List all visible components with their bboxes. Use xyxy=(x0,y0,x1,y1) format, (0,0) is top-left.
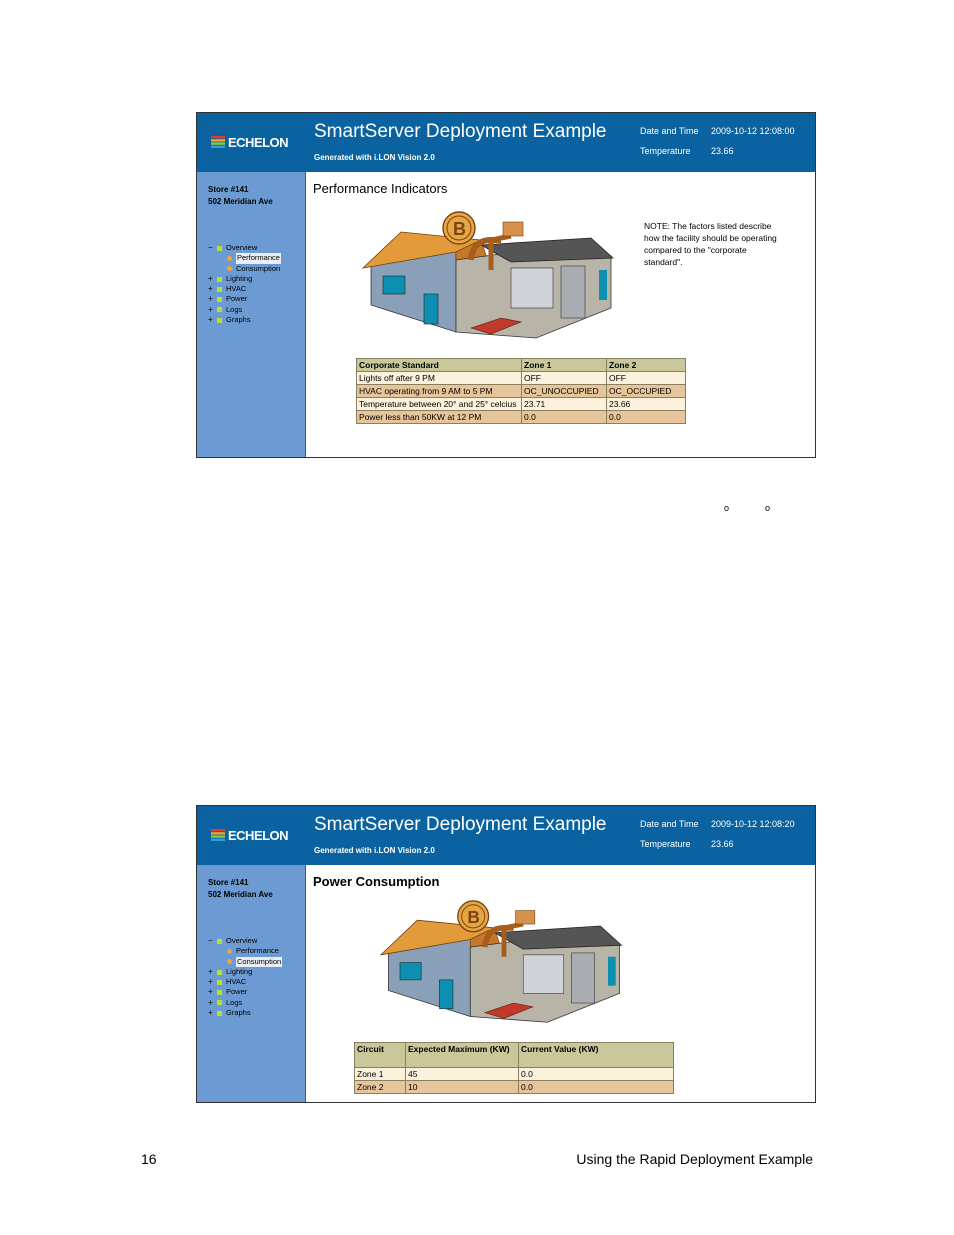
tree-leaf-icon xyxy=(217,277,222,282)
expand-icon[interactable]: + xyxy=(208,284,213,294)
table-cell: 10 xyxy=(406,1081,519,1094)
expand-icon[interactable]: + xyxy=(208,304,213,314)
tree-item-logs[interactable]: + Logs xyxy=(208,997,243,1007)
expand-icon[interactable]: + xyxy=(208,977,213,987)
logo-text: ECHELON xyxy=(228,827,289,843)
table-cell: 23.71 xyxy=(522,398,607,411)
tree-item-performance[interactable]: Performance xyxy=(208,253,281,263)
table-row xyxy=(355,1068,674,1081)
nav-tree xyxy=(208,936,282,1018)
tree-leaf-icon xyxy=(217,246,222,251)
table-cell: Temperature between 20° and 25° celcius xyxy=(357,398,522,411)
table-cell: Zone 2 xyxy=(355,1081,406,1094)
building-illustration-icon xyxy=(374,899,634,1029)
tree-item-graphs[interactable]: + Graphs xyxy=(208,1008,251,1018)
store-info xyxy=(208,184,273,208)
note-text: NOTE: The factors listed describe how the facility should be operating compared to the "corporate standard". xyxy=(644,221,777,267)
tree-item-graphs[interactable]: + Graphs xyxy=(208,315,251,325)
table-cell: 0.0 xyxy=(519,1081,674,1094)
table-header-row xyxy=(357,359,686,372)
echelon-logo-icon xyxy=(211,829,225,841)
expand-icon[interactable]: + xyxy=(208,966,213,976)
expand-icon[interactable]: + xyxy=(208,987,213,997)
content-area xyxy=(306,172,815,457)
app-header xyxy=(197,806,815,865)
tree-leaf-icon xyxy=(217,297,222,302)
table-row xyxy=(357,398,686,411)
table-cell: Zone 1 xyxy=(355,1068,406,1081)
store-name: Store #141 xyxy=(208,185,249,194)
temperature-label: Temperature xyxy=(640,146,691,156)
tree-leaf-icon xyxy=(217,287,222,292)
date-time-label: Date and Time xyxy=(640,819,699,829)
store-address: 502 Meridian Ave xyxy=(208,197,273,206)
page-number: 16 xyxy=(141,1151,157,1167)
tree-item-performance[interactable]: Performance xyxy=(208,946,282,956)
collapse-icon[interactable]: − xyxy=(208,936,213,945)
store-address: 502 Meridian Ave xyxy=(208,890,273,899)
sidebar xyxy=(197,172,306,457)
tree-leaf-icon xyxy=(217,970,222,975)
echelon-logo xyxy=(211,133,291,151)
tree-item-power[interactable]: + Power xyxy=(208,294,248,304)
temperature-value: 23.66 xyxy=(711,839,734,849)
consumption-table xyxy=(354,1042,674,1094)
expand-icon[interactable]: + xyxy=(208,294,213,304)
app-subtitle: Generated with i.LON Vision 2.0 xyxy=(314,153,435,162)
degree-mark: o xyxy=(765,503,771,513)
tree-item-overview[interactable]: − Overview xyxy=(208,936,258,945)
tree-item-lighting[interactable]: + Lighting xyxy=(208,273,253,283)
tree-leaf-icon xyxy=(217,939,222,944)
tree-item-lighting[interactable]: + Lighting xyxy=(208,966,253,976)
nav-tree xyxy=(208,243,281,325)
tree-item-hvac[interactable]: + HVAC xyxy=(208,977,247,987)
tree-leaf-icon xyxy=(217,318,222,323)
app-title: SmartServer Deployment Example xyxy=(314,814,607,835)
temperature-value: 23.66 xyxy=(711,146,734,156)
tree-leaf-icon xyxy=(217,1011,222,1016)
app-header xyxy=(197,113,815,172)
store-info xyxy=(208,877,273,901)
column-header: Corporate Standard xyxy=(357,359,522,372)
screenshot-consumption xyxy=(196,805,816,1103)
tree-bullet-icon xyxy=(227,949,232,954)
date-time-value: 2009-10-12 12:08:00 xyxy=(711,126,795,136)
tree-item-consumption[interactable]: Consumption xyxy=(208,264,281,274)
table-row xyxy=(357,385,686,398)
app-title: SmartServer Deployment Example xyxy=(314,121,607,142)
table-cell: OC_UNOCCUPIED xyxy=(522,385,607,398)
expand-icon[interactable]: + xyxy=(208,315,213,325)
tree-leaf-icon xyxy=(217,980,222,985)
tree-bullet-icon xyxy=(227,256,232,261)
store-name: Store #141 xyxy=(208,878,249,887)
column-header: Expected Maximum (KW) xyxy=(406,1043,519,1068)
table-cell: OFF xyxy=(522,372,607,385)
expand-icon[interactable]: + xyxy=(208,1008,213,1018)
app-subtitle: Generated with i.LON Vision 2.0 xyxy=(314,846,435,855)
date-time-value: 2009-10-12 12:08:20 xyxy=(711,819,795,829)
table-cell: 0.0 xyxy=(522,411,607,424)
table-cell: OC_OCCUPIED xyxy=(607,385,686,398)
page-title: Performance Indicators xyxy=(313,181,448,196)
page-title: Power Consumption xyxy=(313,874,440,889)
screenshot-performance xyxy=(196,112,816,458)
tree-item-logs[interactable]: + Logs xyxy=(208,304,243,314)
table-cell: 23.66 xyxy=(607,398,686,411)
table-cell: OFF xyxy=(607,372,686,385)
column-header: Zone 2 xyxy=(607,359,686,372)
tree-item-hvac[interactable]: + HVAC xyxy=(208,284,247,294)
performance-table xyxy=(356,358,686,424)
svg-text:B: B xyxy=(453,219,466,239)
degree-mark: o xyxy=(724,503,730,513)
tree-leaf-icon xyxy=(217,307,222,312)
echelon-logo xyxy=(211,826,291,844)
table-cell: 45 xyxy=(406,1068,519,1081)
table-row xyxy=(355,1081,674,1094)
date-time-label: Date and Time xyxy=(640,126,699,136)
svg-text:B: B xyxy=(467,907,480,928)
echelon-logo-icon xyxy=(211,136,225,148)
building-illustration-icon xyxy=(361,210,621,345)
tree-bullet-icon xyxy=(227,959,232,964)
table-header-row xyxy=(355,1043,674,1068)
tree-leaf-icon xyxy=(217,1000,222,1005)
chapter-title: Using the Rapid Deployment Example xyxy=(576,1151,813,1167)
collapse-icon[interactable]: − xyxy=(208,243,213,252)
tree-item-consumption[interactable]: Consumption xyxy=(208,957,282,967)
expand-icon[interactable]: + xyxy=(208,997,213,1007)
column-header: Circuit xyxy=(355,1043,406,1068)
logo-text: ECHELON xyxy=(228,134,289,150)
expand-icon[interactable]: + xyxy=(208,273,213,283)
table-cell: Power less than 50KW at 12 PM xyxy=(357,411,522,424)
tree-item-power[interactable]: + Power xyxy=(208,987,248,997)
tree-item-overview[interactable]: − Overview xyxy=(208,243,258,252)
table-row xyxy=(357,411,686,424)
temperature-label: Temperature xyxy=(640,839,691,849)
table-cell: HVAC operating from 9 AM to 5 PM xyxy=(357,385,522,398)
column-header: Current Value (KW) xyxy=(519,1043,674,1068)
tree-leaf-icon xyxy=(217,990,222,995)
table-cell: Lights off after 9 PM xyxy=(357,372,522,385)
column-header: Zone 1 xyxy=(522,359,607,372)
table-row xyxy=(357,372,686,385)
table-cell: 0.0 xyxy=(607,411,686,424)
table-cell: 0.0 xyxy=(519,1068,674,1081)
tree-bullet-icon xyxy=(227,266,232,271)
sidebar xyxy=(197,865,306,1102)
content-area xyxy=(306,865,815,1102)
